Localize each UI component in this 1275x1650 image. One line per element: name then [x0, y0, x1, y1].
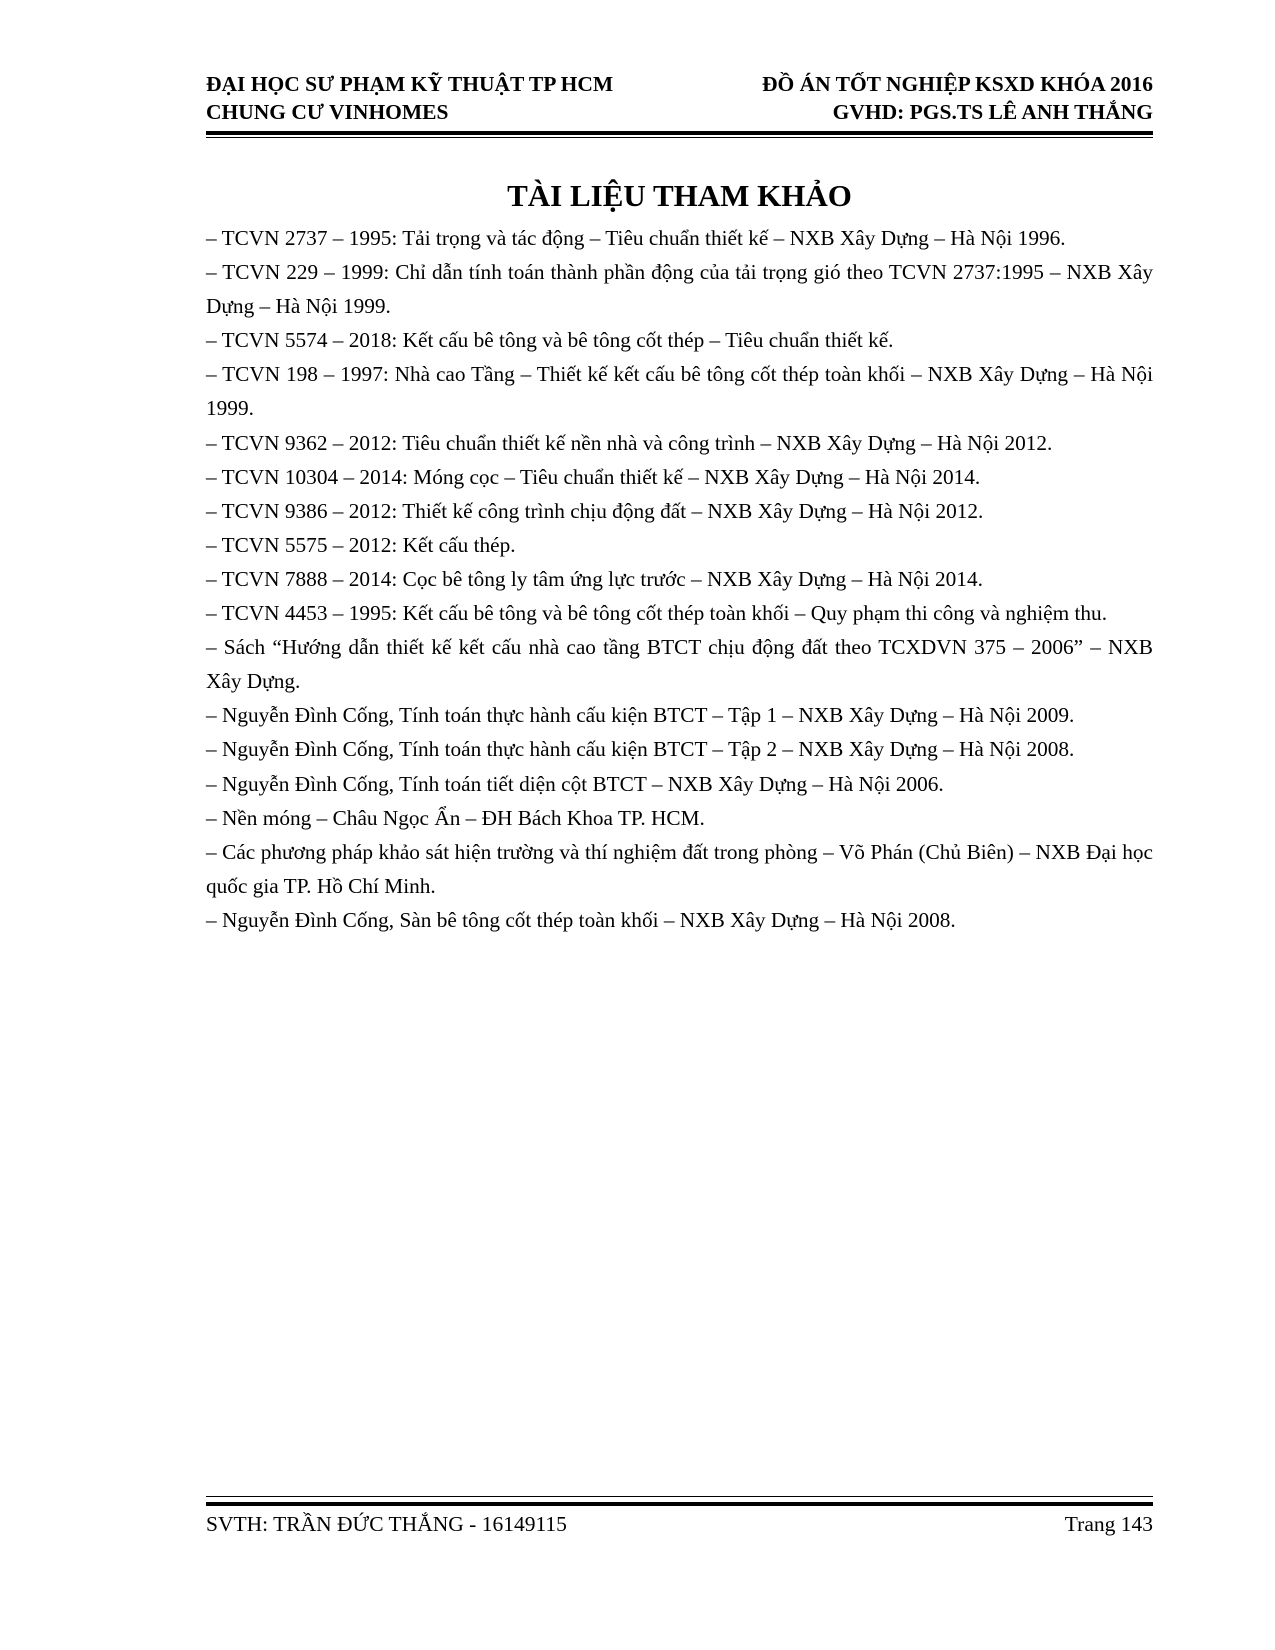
reference-item: – TCVN 2737 – 1995: Tải trọng và tác động – Tiêu chuẩn thiết kế – NXB Xây Dựng – Hà Nội 1996. — [206, 226, 1066, 250]
header-project-title: ĐỒ ÁN TỐT NGHIỆP KSXD KHÓA 2016 — [761, 72, 1153, 96]
reference-item: – TCVN 7888 – 2014: Cọc bê tông ly tâm ứng lực trước – NXB Xây Dựng – Hà Nội 2014. — [206, 566, 983, 591]
header-divider-thick — [206, 131, 1153, 135]
header-divider-thin — [206, 137, 1153, 138]
reference-item: – TCVN 4453 – 1995: Kết cấu bê tông và bê tông cốt thép toàn khối – Quy phạm thi công và nghiệm thu. — [206, 601, 1108, 626]
reference-item: – Nền móng – Châu Ngọc Ẩn – ĐH Bách Khoa TP. HCM. — [206, 805, 705, 830]
reference-item: – Các phương pháp khảo sát hiện trường và thí nghiệm đất trong phòng – Võ Phán (Chủ Biên) – NXB Đại học quốc gia TP. Hồ Chí Minh. — [206, 839, 1153, 898]
page-header — [206, 70, 1153, 126]
header-advisor: GVHD: PGS.TS LÊ ANH THẮNG — [832, 100, 1153, 124]
reference-item: – Nguyễn Đình Cống, Tính toán thực hành cấu kiện BTCT – Tập 1 – NXB Xây Dựng – Hà Nội 2009. — [206, 703, 1075, 728]
reference-item: – TCVN 9362 – 2012: Tiêu chuẩn thiết kế nền nhà và công trình – NXB Xây Dựng – Hà Nội 2012. — [206, 430, 1053, 455]
reference-item: – TCVN 9386 – 2012: Thiết kế công trình chịu động đất – NXB Xây Dựng – Hà Nội 2012. — [206, 498, 984, 523]
header-university: ĐẠI HỌC SƯ PHẠM KỸ THUẬT TP HCM — [206, 72, 614, 96]
header-building-name: CHUNG CƯ VINHOMES — [206, 100, 449, 124]
reference-item: – TCVN 5575 – 2012: Kết cấu thép. — [206, 532, 516, 557]
header-row-1 — [206, 70, 1153, 98]
footer-divider-thin — [206, 1496, 1153, 1497]
header-row-2 — [206, 98, 1153, 126]
reference-item: – Nguyễn Đình Cống, Tính toán tiết diện cột BTCT – NXB Xây Dựng – Hà Nội 2006. — [206, 771, 944, 796]
page-title: TÀI LIỆU THAM KHẢO — [507, 178, 852, 213]
reference-item: – Nguyễn Đình Cống, Tính toán thực hành cấu kiện BTCT – Tập 2 – NXB Xây Dựng – Hà Nội 2008. — [206, 737, 1075, 762]
page-footer — [206, 1510, 1153, 1538]
reference-item: – TCVN 198 – 1997: Nhà cao Tầng – Thiết kế kết cấu bê tông cốt thép toàn khối – NXB Xây Dựng – Hà Nội 1999. — [206, 362, 1153, 421]
reference-item: – TCVN 10304 – 2014: Móng cọc – Tiêu chuẩn thiết kế – NXB Xây Dựng – Hà Nội 2014. — [206, 464, 981, 489]
footer-page-number: Trang 143 — [1064, 1512, 1153, 1536]
reference-item: – Nguyễn Đình Cống, Sàn bê tông cốt thép toàn khối – NXB Xây Dựng – Hà Nội 2008. — [206, 907, 956, 932]
reference-item: – TCVN 229 – 1999: Chỉ dẫn tính toán thành phần động của tải trọng gió theo TCVN 2737:1995 – NXB Xây Dựng – Hà Nội 1999. — [206, 260, 1153, 319]
reference-list — [206, 221, 1153, 937]
footer-student: SVTH: TRẦN ĐỨC THẮNG - 16149115 — [206, 1512, 567, 1536]
footer-divider-thick — [206, 1502, 1153, 1506]
reference-item: – Sách “Hướng dẫn thiết kế kết cấu nhà cao tầng BTCT chịu động đất theo TCXDVN 375 – 2006” – NXB Xây Dựng. — [206, 635, 1153, 694]
reference-item: – TCVN 5574 – 2018: Kết cấu bê tông và bê tông cốt thép – Tiêu chuẩn thiết kế. — [206, 328, 894, 353]
